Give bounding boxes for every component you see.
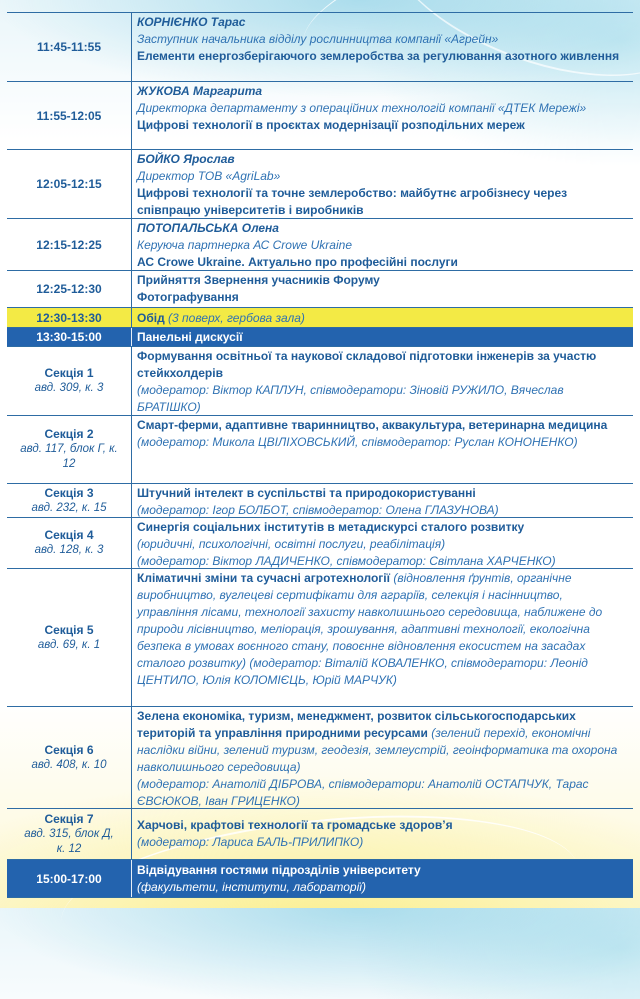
- section-content: [132, 484, 633, 517]
- section-moderators: (модератор: Микола ЦВІЛІХОВСЬКИЙ, співмодератор: Руслан КОНОНЕНКО): [137, 435, 578, 449]
- section-name: Секція 2: [44, 427, 94, 441]
- time-cell: 13:30-15:00: [7, 328, 132, 346]
- section-moderators: (модератор: Віктор ЛАДИЧЕНКО, співмодератор: Світлана ХАРЧЕНКО): [137, 554, 556, 568]
- section-name: Секція 7: [44, 811, 94, 826]
- speaker-name: КОРНІЄНКО Тарас: [137, 15, 246, 29]
- schedule-row-visits: [7, 860, 633, 898]
- section-topic: Харчові, крафтові технології та громадське здоров’я: [137, 818, 453, 832]
- talk-topic: АС Crowe Ukraine. Актуально про професійні послуги: [137, 255, 458, 269]
- schedule-row-talk: [7, 150, 633, 219]
- section-moderators: (модератор: Віктор КАПЛУН, співмодератори: Зіновій РУЖИЛО, Вячеслав БРАТІШКО): [137, 383, 564, 414]
- talk-cell: [132, 82, 633, 149]
- section-cell: [7, 518, 132, 568]
- talk-cell: [132, 150, 633, 218]
- schedule-row-section: [7, 707, 633, 809]
- section-content: [132, 416, 633, 483]
- visits-note: (факультети, інститути, лабораторії): [137, 879, 366, 894]
- section-note: (відновлення ґрунтів, органічне виробництво, вуглецеві сертифікати для аграріїв, селекція і насінництво, управління лісами, технології захисту навколишнього середовища, наближене до природи лісівництво, меліорація, зрошування, адаптивні технології, екологічна безпека в умовах воєнного стану, повоєнне відновлення екосистем на засадах сталого розвитку) (модератор: Віталій КОВАЛЕНКО, співмодератори: Леонід ЦЕНТИЛО, Юлія КОЛОМІЄЦЬ, Юрій МАРЧУК): [137, 571, 603, 687]
- talk-topic: Цифрові технології та точне землеробство: майбутнє агробізнесу через співпрацю університетів і виробників: [137, 186, 568, 217]
- speaker-position: Директор ТОВ «AgriLab»: [137, 169, 281, 183]
- section-note: (юридичні, психологічні, освітні послуги, реабілітація): [137, 537, 446, 551]
- section-note: (зелений перехід, економічні наслідки війни, зелений туризм, геодезія, землеустрій, геоінформатика та охорона навколишнього середовища): [137, 726, 618, 774]
- section-topic: Кліматичні зміни та сучасні агротехнології: [137, 571, 390, 585]
- schedule-row-section: [7, 347, 633, 416]
- closing-item: Фотографування: [137, 290, 239, 304]
- schedule-row-section: [7, 809, 633, 860]
- section-room: авд. 408, к. 10: [31, 758, 107, 771]
- section-moderators: (модератор: Ігор БОЛБОТ, співмодератор: Олена ГЛАЗУНОВА): [137, 503, 499, 517]
- section-room: авд. 309, к. 3: [34, 382, 104, 394]
- lunch-label: Обід: [137, 311, 165, 325]
- time-cell: 12:05-12:15: [7, 150, 132, 218]
- time-cell: 11:55-12:05: [7, 82, 132, 149]
- closing-item: Прийняття Звернення учасників Форуму: [137, 273, 380, 287]
- closing-cell: [132, 271, 633, 307]
- panels-cell: [132, 328, 633, 346]
- schedule-table: [7, 12, 633, 898]
- speaker-position: Директорка департаменту з операційних технологій компанії «ДТЕК Мережі»: [137, 101, 587, 115]
- section-content: [132, 518, 633, 568]
- speaker-name: БОЙКО Ярослав: [137, 152, 235, 166]
- section-room: авд. 69, к. 1: [37, 638, 101, 651]
- schedule-row-section: [7, 484, 633, 518]
- section-name: Секція 6: [44, 742, 94, 757]
- section-topic: Зелена економіка, туризм, менеджмент, розвиток сільськогосподарських територій та управління природними ресурсами: [137, 709, 576, 740]
- talk-topic: Елементи енергозберігаючого землеробства за регулювання азотного живлення: [137, 49, 620, 63]
- section-name: Секція 5: [44, 622, 94, 637]
- section-topic: Формування освітньої та наукової складової підготовки інженерів за участю стейкхолдерів: [137, 349, 597, 380]
- section-moderators: (модератор: Лариса БАЛЬ-ПРИЛИПКО): [137, 835, 364, 849]
- section-room: авд. 315, блок Д, к. 12: [24, 827, 114, 855]
- section-cell: [7, 347, 132, 415]
- schedule-row-talk: [7, 13, 633, 82]
- panels-label: Панельні дискусії: [137, 330, 243, 344]
- section-content: [132, 707, 633, 808]
- section-content: [132, 347, 633, 415]
- speaker-name: ПОТОПАЛЬСЬКА Олена: [137, 221, 279, 235]
- section-topic: Смарт-ферми, адаптивне тваринництво, аквакультура, ветеринарна медицина: [137, 418, 608, 432]
- section-room: авд. 232, к. 15: [31, 501, 107, 514]
- section-moderators: (модератор: Анатолій ДІБРОВА, співмодератори: Анатолій ОСТАПЧУК, Тарас ЄВСЮКОВ, Іван ГРИЦЕНКО): [137, 777, 589, 808]
- schedule-row-section: [7, 416, 633, 484]
- section-content: [132, 809, 633, 859]
- talk-cell: [132, 13, 633, 81]
- section-content: [132, 569, 633, 706]
- section-cell: [7, 484, 132, 517]
- speaker-name: ЖУКОВА Маргарита: [137, 84, 263, 98]
- schedule-row-talk: [7, 219, 633, 271]
- section-name: Секція 3: [44, 485, 94, 500]
- section-cell: [7, 569, 132, 706]
- time-cell: 11:45-11:55: [7, 13, 132, 81]
- lunch-cell: [132, 308, 633, 327]
- time-cell: 12:25-12:30: [7, 271, 132, 307]
- talk-topic: Цифрові технології в проєктах модернізації розподільних мереж: [137, 118, 525, 132]
- time-cell: 12:30-13:30: [7, 308, 132, 327]
- section-cell: [7, 809, 132, 859]
- section-cell: [7, 416, 132, 483]
- speaker-position: Керуюча партнерка АС Crowe Ukraine: [137, 238, 352, 252]
- section-room: авд. 128, к. 3: [34, 544, 104, 556]
- time-cell: 12:15-12:25: [7, 219, 132, 270]
- section-name: Секція 4: [44, 528, 94, 542]
- lunch-note: (3 поверх, гербова зала): [168, 311, 305, 325]
- schedule-row-section: [7, 569, 633, 707]
- section-cell: [7, 707, 132, 808]
- schedule-row-talk: [7, 82, 633, 150]
- section-topic: Синергія соціальних інститутів в метадискурсі сталого розвитку: [137, 520, 525, 534]
- schedule-row-lunch: [7, 308, 633, 328]
- section-name: Секція 1: [44, 366, 94, 380]
- section-room: авд. 117, блок Г, к. 12: [20, 443, 118, 470]
- schedule-row-panels: [7, 328, 633, 347]
- visits-label: Відвідування гостями підрозділів університету: [137, 862, 421, 877]
- speaker-position: Заступник начальника відділу рослинництва компанії «Агрейн»: [137, 32, 499, 46]
- time-cell: 15:00-17:00: [7, 860, 132, 897]
- schedule-row-section: [7, 518, 633, 569]
- talk-cell: [132, 219, 633, 270]
- section-topic: Штучний інтелект в суспільстві та природокористуванні: [137, 486, 476, 500]
- schedule-row-closing: [7, 271, 633, 308]
- visits-cell: [132, 860, 633, 897]
